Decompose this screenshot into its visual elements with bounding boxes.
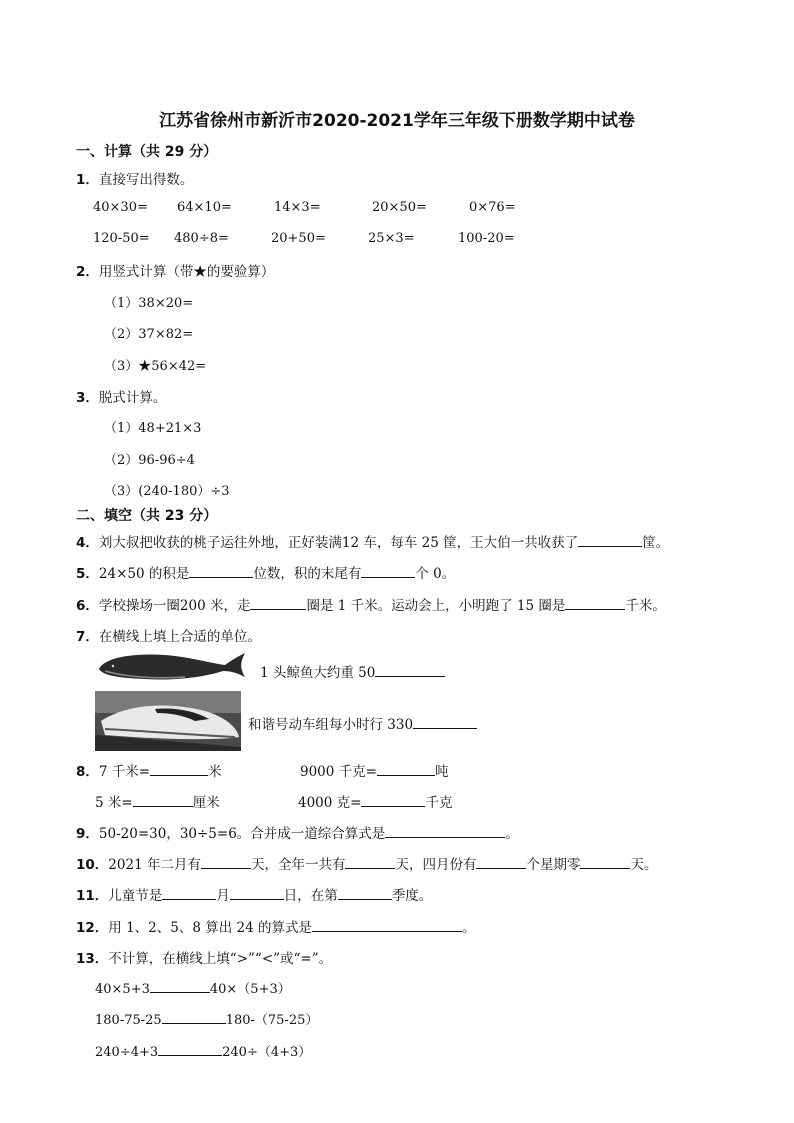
answer-blank[interactable] (150, 978, 210, 993)
question-text: 直接写出得数。 (98, 172, 194, 188)
question-text: 。 (462, 920, 476, 936)
train-question (248, 713, 477, 733)
calc-item: 20+50= (271, 231, 326, 246)
question-text: 不计算，在横线上填“>”“<”或“=”。 (108, 951, 333, 967)
question-text: 千克 (425, 795, 453, 811)
answer-blank[interactable] (250, 595, 306, 610)
question-text: 个星期零 (526, 857, 581, 873)
answer-blank[interactable] (158, 1041, 222, 1056)
train-photo (95, 691, 241, 751)
answer-blank[interactable] (189, 563, 253, 578)
question-10 (76, 853, 657, 873)
compare-left: 40×5+3 (95, 982, 150, 997)
question-2 (76, 260, 274, 280)
question-8 (76, 760, 222, 780)
question-1 (76, 168, 193, 188)
answer-blank[interactable] (565, 595, 625, 610)
question-number: 4． (76, 535, 99, 551)
compare-item (95, 1009, 318, 1028)
calc-item: 14×3= (274, 200, 321, 215)
answer-blank[interactable] (162, 885, 216, 900)
answer-blank[interactable] (580, 854, 630, 869)
question-number: 12． (76, 920, 109, 936)
section-heading-fill: 二、填空（共 23 分） (76, 508, 218, 524)
calc-item: 64×10= (177, 200, 232, 215)
whale-illustration (95, 649, 247, 687)
compare-right: 40×（5+3） (209, 982, 291, 997)
question-text: 儿童节是 (108, 888, 163, 904)
question-text: 筐。 (642, 535, 670, 551)
question-text: 用竖式计算（带★的要验算） (98, 264, 275, 280)
calc-item: 40×30= (93, 200, 148, 215)
sub-item: （3）★56×42= (104, 359, 207, 374)
compare-item (95, 978, 291, 997)
question-number: 9． (76, 826, 99, 842)
answer-blank[interactable] (230, 885, 284, 900)
question-number: 1． (76, 172, 99, 188)
calc-item: 120-50= (93, 231, 150, 246)
question-9 (76, 822, 519, 842)
question-text: 天，四月份有 (395, 857, 477, 873)
question-11 (76, 884, 432, 904)
answer-blank[interactable] (476, 854, 526, 869)
answer-blank[interactable] (413, 714, 477, 729)
question-text: 天，全年一共有 (250, 857, 346, 873)
question-text: 季度。 (391, 888, 433, 904)
answer-blank[interactable] (150, 761, 208, 776)
answer-blank[interactable] (338, 885, 392, 900)
question-text: 吨 (434, 764, 449, 780)
question-13 (76, 947, 332, 967)
question-text: 位数，积的末尾有 (253, 566, 362, 582)
sub-item: （1）38×20= (104, 296, 194, 311)
question-8-part (300, 760, 448, 780)
answer-blank[interactable] (345, 854, 395, 869)
question-number: 2． (76, 264, 99, 280)
question-text: 学校操场一圈200 米，走 (98, 598, 251, 614)
question-text: 厘米 (192, 795, 220, 811)
question-text: 和谐号动车组每小时行 330 (248, 717, 414, 733)
question-text: 。 (505, 826, 519, 842)
answer-blank[interactable] (201, 854, 251, 869)
answer-blank[interactable] (377, 761, 435, 776)
question-text: 刘大叔把收获的桃子运往外地，正好装满12 车，每车 25 筐，王大伯一共收获了 (98, 535, 579, 551)
question-text: 天。 (630, 857, 658, 873)
question-text: 千米。 (625, 598, 666, 614)
calc-item: 25×3= (368, 231, 415, 246)
question-5 (76, 562, 455, 582)
question-text: 7 千米= (98, 764, 151, 780)
question-number: 10． (76, 857, 109, 873)
question-text: 日，在第 (283, 888, 338, 904)
calc-item: 0×76= (469, 200, 516, 215)
question-number: 7． (76, 629, 99, 645)
sub-item: （1）48+21×3 (104, 421, 202, 436)
question-text: 1 头鲸鱼大约重 50 (260, 665, 376, 681)
question-text: 4000 克= (298, 795, 362, 811)
sub-item: （3）(240-180）÷3 (104, 484, 230, 499)
answer-blank[interactable] (375, 662, 445, 677)
calc-item: 100-20= (458, 231, 515, 246)
question-text: 5 米= (95, 795, 133, 811)
question-text: 脱式计算。 (98, 390, 167, 406)
question-6 (76, 594, 666, 614)
question-text: 米 (208, 764, 222, 780)
question-text: 用 1、2、5、8 算出 24 的算式是 (108, 920, 312, 936)
question-text: 圈是 1 千米。运动会上，小明跑了 15 圈是 (306, 598, 566, 614)
answer-blank[interactable] (361, 563, 415, 578)
question-8-part (95, 791, 220, 811)
question-number: 11． (76, 888, 109, 904)
question-text: 24×50 的积是 (98, 566, 190, 582)
sub-item: （2）37×82= (104, 327, 194, 342)
answer-blank[interactable] (162, 1009, 226, 1024)
compare-right: 240÷（4+3） (222, 1045, 312, 1060)
compare-left: 240÷4+3 (95, 1045, 159, 1060)
question-number: 6． (76, 598, 99, 614)
question-7 (76, 625, 261, 645)
question-number: 5． (76, 566, 99, 582)
question-text: 2021 年二月有 (108, 857, 201, 873)
question-text: 9000 千克= (300, 764, 377, 780)
calc-item: 20×50= (372, 200, 427, 215)
compare-left: 180-75-25 (95, 1013, 162, 1028)
question-4 (76, 531, 669, 551)
question-text: 月 (216, 888, 230, 904)
question-8-part (298, 791, 452, 811)
question-text: 个 0。 (415, 566, 456, 582)
question-text: 在横线上填上合适的单位。 (98, 629, 261, 645)
question-number: 8． (76, 764, 99, 780)
question-12 (76, 916, 476, 936)
answer-blank[interactable] (361, 792, 425, 807)
page-title: 江苏省徐州市新沂市2020-2021学年三年级下册数学期中试卷 (159, 111, 635, 131)
question-number: 13． (76, 951, 109, 967)
compare-right: 180-（75-25） (225, 1013, 319, 1028)
answer-blank[interactable] (385, 823, 505, 838)
section-heading-calc: 一、计算（共 29 分） (76, 144, 218, 160)
answer-blank[interactable] (312, 917, 462, 932)
whale-question (260, 661, 445, 681)
sub-item: （2）96-96÷4 (104, 453, 195, 468)
question-text: 50-20=30，30÷5=6。合并成一道综合算式是 (98, 826, 386, 842)
question-3 (76, 386, 166, 406)
calc-item: 480÷8= (174, 231, 229, 246)
answer-blank[interactable] (133, 792, 193, 807)
compare-item (95, 1041, 311, 1060)
question-number: 3． (76, 390, 99, 406)
answer-blank[interactable] (578, 532, 642, 547)
